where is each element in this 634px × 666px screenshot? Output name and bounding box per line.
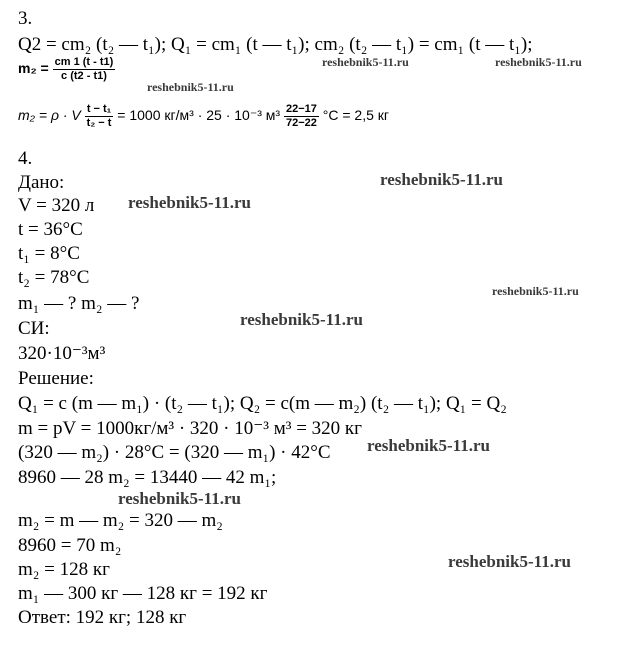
fraction-denominator: 72−22 (285, 117, 317, 129)
task3-line3-fraction2 (284, 103, 319, 130)
solution-line: (320 — m₂) · 28°С = (320 — m₁) · 42°С (18, 442, 331, 463)
given-item: t = 36°С (18, 219, 83, 240)
watermark: reshebnik5-11.ru (367, 436, 490, 455)
task3-line3 (18, 103, 389, 130)
task3-line2 (18, 56, 115, 83)
watermark: reshebnik5-11.ru (448, 552, 571, 571)
watermark: reshebnik5-11.ru (495, 55, 582, 69)
watermark: reshebnik5-11.ru (492, 284, 579, 298)
solution-line: m₂ = 128 кг (18, 559, 110, 580)
si-value: 320·10⁻³м³ (18, 343, 106, 364)
watermark: reshebnik5-11.ru (322, 55, 409, 69)
given-item: m₁ — ? m₂ — ? (18, 293, 140, 314)
given-item: t₂ = 78°С (18, 267, 90, 288)
watermark: reshebnik5-11.ru (128, 193, 251, 212)
fraction-numerator: 22−17 (285, 103, 317, 115)
task3-line1: Q2 = cm₂ (t₂ — t₁); Q₁ = cm₁ (t — t₁); cm₂ (t₂ — t₁) = cm₁ (t — t₁); (18, 34, 533, 55)
solution-line: m = pV = 1000кг/м³ · 320 · 10⁻³ м³ = 320 кг (18, 418, 362, 439)
solution-line: 8960 — 28 m₂ = 13440 — 42 m₁; (18, 467, 277, 488)
task3-line3-fraction1 (85, 103, 114, 130)
given-item: t₁ = 8°С (18, 243, 80, 264)
fraction-numerator: t − t₁ (85, 103, 114, 117)
si-label: СИ: (18, 318, 50, 339)
task3-line3-mid: = 1000 кг/м³ · 25 · 10⁻³ м³ (117, 107, 281, 124)
watermark: reshebnik5-11.ru (118, 489, 241, 508)
given-label: Дано: (18, 172, 65, 193)
solution-line: 8960 = 70 m₂ (18, 535, 122, 556)
solution-line: m₂ = m — m₂ = 320 — m₂ (18, 510, 223, 531)
watermark: reshebnik5-11.ru (380, 170, 503, 189)
fraction-denominator: c (t2 - t1) (61, 70, 107, 82)
task3-line3-lhs: m₂ = ρ · V (18, 107, 81, 124)
task3-number: 3. (18, 8, 33, 29)
fraction-numerator: cm 1 (t - t1) (54, 56, 114, 68)
solution-line: m₁ — 300 кг — 128 кг = 192 кг (18, 583, 268, 604)
watermark: reshebnik5-11.ru (240, 310, 363, 329)
solution-line: Q₁ = c (m — m₁) · (t₂ — t₁); Q₂ = c(m — m₂) (t₂ — t₁); Q₁ = Q₂ (18, 393, 507, 414)
fraction-denominator: t₂ − t (86, 117, 112, 129)
watermark: reshebnik5-11.ru (147, 80, 234, 94)
solution-label: Решение: (18, 368, 94, 389)
given-item: V = 320 л (18, 195, 95, 216)
answer-line: Ответ: 192 кг; 128 кг (18, 607, 187, 628)
task4-number: 4. (18, 148, 33, 169)
task3-line3-rhs: °C = 2,5 кг (322, 107, 389, 124)
task3-line2-lhs: m₂ = (18, 60, 49, 77)
task3-line2-fraction (53, 56, 116, 83)
